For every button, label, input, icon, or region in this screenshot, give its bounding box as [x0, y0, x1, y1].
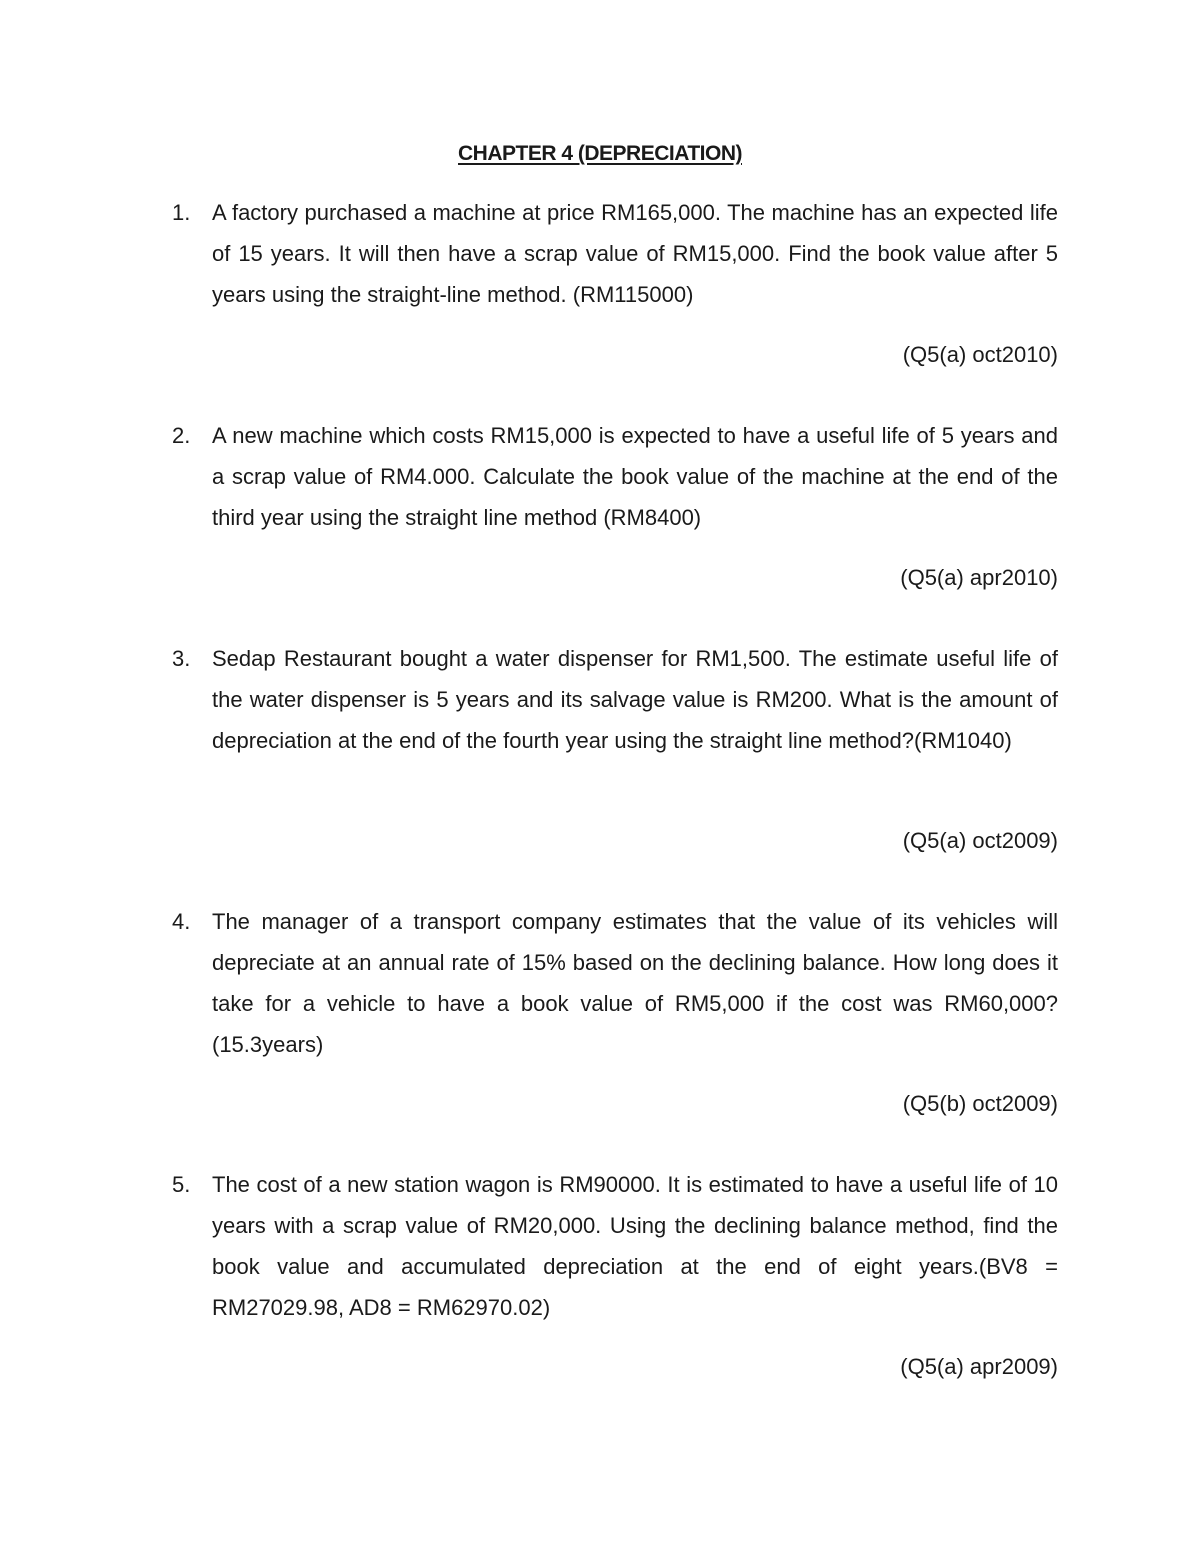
question-number: 5. [172, 1172, 191, 1197]
question-text: The cost of a new station wagon is RM90000. It is estimated to have a useful life of 10 years with a scrap value of RM20,000. Using the declining balance method, find the book value and accumulated depreciation at the end of eight years.(BV8 = RM27029.98, AD8 = RM62970.02) [212, 1172, 1058, 1320]
question-text: A factory purchased a machine at price RM165,000. The machine has an expected life of 15 years. It will then have a scrap value of RM15,000. Find the book value after 5 years using the straight-line method. (RM115000) [212, 200, 1058, 307]
question-number: 2. [172, 423, 191, 448]
page-title: CHAPTER 4 (DEPRECIATION) [458, 142, 742, 165]
question-number: 4. [172, 909, 191, 934]
question-source: (Q5(a) oct2009) [902, 828, 1058, 853]
question-source: (Q5(a) oct2010) [902, 342, 1058, 367]
question-text: A new machine which costs RM15,000 is expected to have a useful life of 5 years and a scrap value of RM4.000. Calculate the book value of the machine at the end of the third year using the straight line method (RM8400) [212, 423, 1058, 530]
question-number: 1. [172, 200, 191, 225]
question-source: (Q5(b) oct2009) [902, 1091, 1058, 1116]
question-source: (Q5(a) apr2009) [900, 1354, 1058, 1379]
question-source: (Q5(a) apr2010) [900, 565, 1058, 590]
question-number: 3. [172, 646, 191, 671]
question-text: Sedap Restaurant bought a water dispenser for RM1,500. The estimate useful life of the water dispenser is 5 years and its salvage value is RM200. What is the amount of depreciation at the end of the fourth year using the straight line method?(RM1040) [212, 646, 1058, 753]
question-text: The manager of a transport company estimates that the value of its vehicles will depreciate at an annual rate of 15% based on the declining balance. How long does it take for a vehicle to have a book value of RM5,000 if the cost was RM60,000?(15.3years) [212, 909, 1058, 1057]
